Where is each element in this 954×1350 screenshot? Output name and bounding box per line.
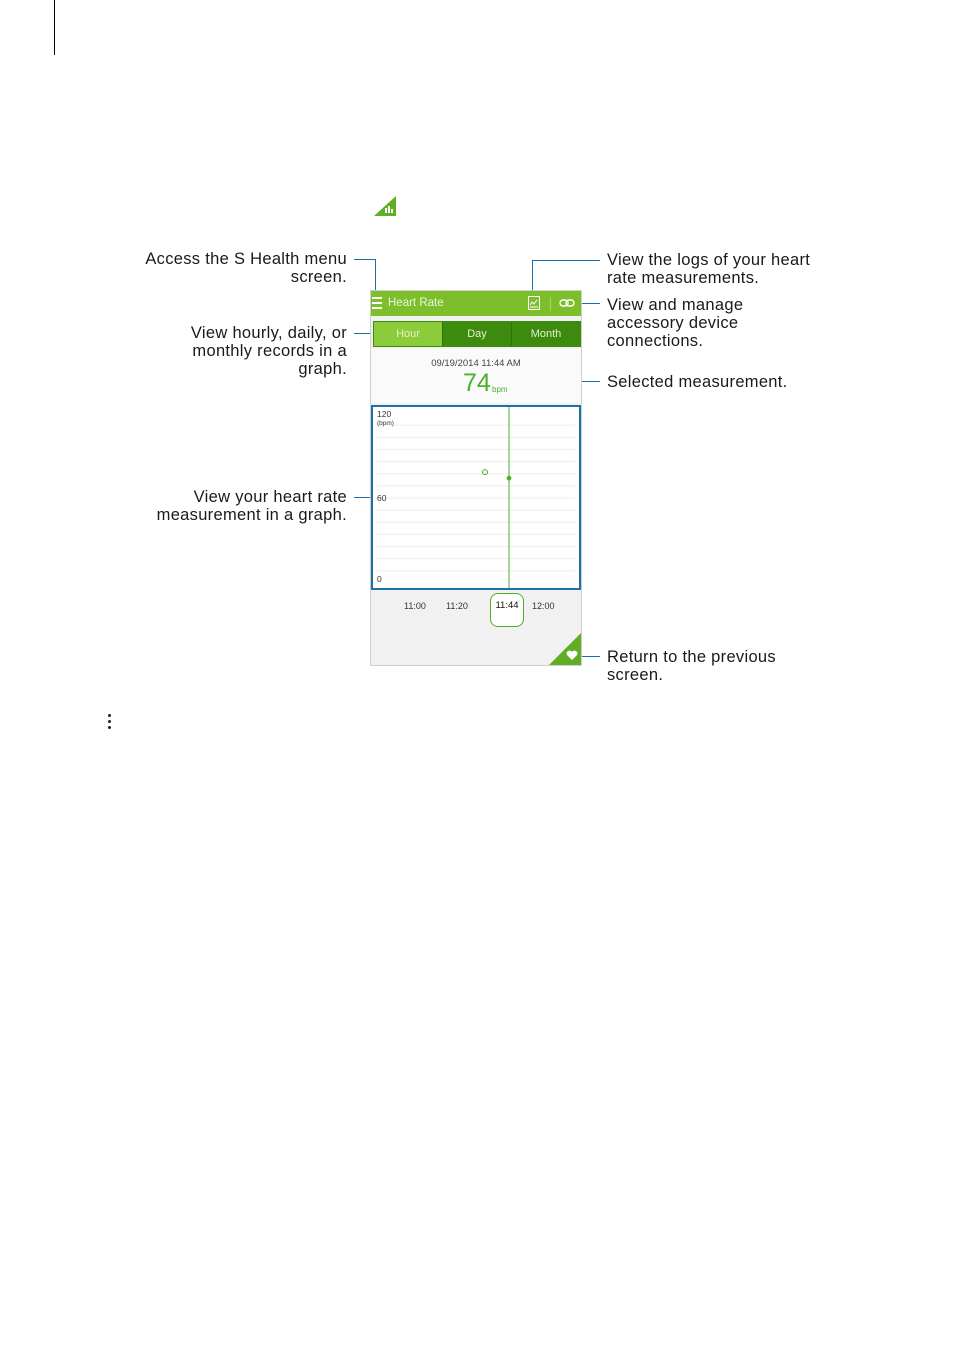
action-bar-divider [550,297,551,311]
tab-hour[interactable]: Hour [374,322,442,346]
link-icon[interactable] [559,298,575,308]
leader-logs [532,260,600,261]
measurement-datetime: 09/19/2014 11:44 AM [431,358,521,369]
menu-icon[interactable] [372,297,382,309]
log-icon[interactable] [528,296,540,310]
tab-day[interactable]: Day [442,322,511,346]
callout-range: View hourly, daily, or monthly records in a graph. [190,324,347,378]
callout-graph: View your heart rate measurement in a graph. [156,488,347,524]
heart-rate-chart [373,407,579,588]
app-screen [370,290,582,666]
tab-month[interactable]: Month [511,322,580,346]
callout-back: Return to the previous screen. [607,648,776,684]
page-margin-rule [54,0,55,55]
y-tick-label: 120 [377,409,392,419]
data-point [507,476,512,481]
time-axis[interactable] [371,591,581,631]
y-tick-label: 60 [377,493,387,503]
measurement-value: 74 [463,369,491,397]
time-tick: 12:00 [532,601,555,611]
callout-menu: Access the S Health menu screen. [145,250,347,286]
leader-graph [354,497,371,498]
time-tick-selected[interactable]: 11:44 [490,593,524,627]
heart-back-icon[interactable] [566,650,578,661]
callout-selected: Selected measurement. [607,373,788,391]
measurement-info [371,349,581,403]
y-tick-label: 0 [377,574,382,584]
callout-accessory: View and manage accessory device connections. [607,296,744,350]
callout-logs: View the logs of your heart rate measurements. [607,251,811,287]
action-bar [371,291,582,316]
chart-triangle-icon [374,196,396,216]
leader-menu [354,259,376,260]
more-icon [108,714,112,732]
heart-rate-graph[interactable] [371,405,581,590]
app-title: Heart Rate [388,297,444,309]
time-tick: 11:00 [404,601,426,611]
time-tick: 11:20 [446,601,468,611]
measurement-unit: bpm [492,385,508,394]
range-tabs [373,321,581,347]
y-unit-label: (bpm) [377,420,394,427]
